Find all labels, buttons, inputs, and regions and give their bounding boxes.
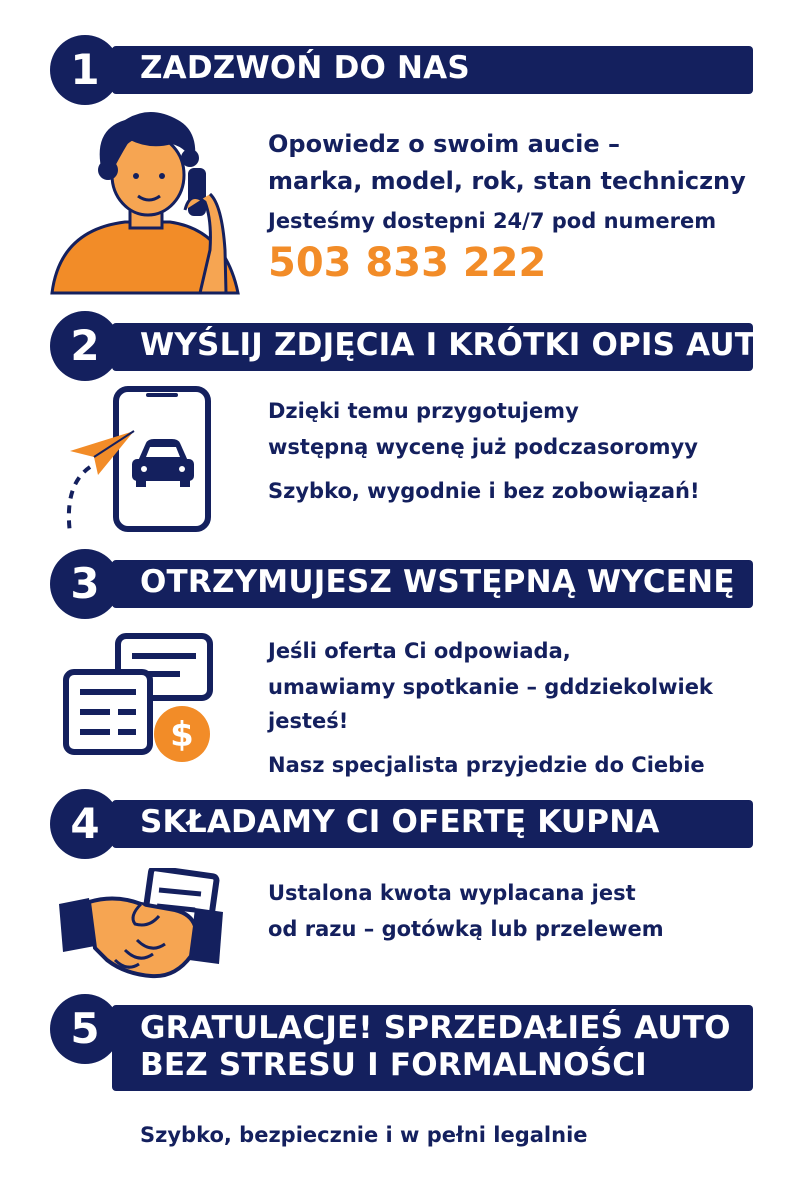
step-4-line-2: od razu – gotówką lub przelewem: [268, 917, 664, 941]
step-3-line-1: Jeśli oferta Ci odpowiada,: [268, 639, 571, 663]
step-1-line-1: Opowiedz o swoim aucie –: [268, 130, 620, 158]
step-3-number: 3: [50, 549, 120, 619]
step-1-title: ZADZWOŃ DO NAS: [140, 50, 470, 86]
phone-number[interactable]: 503 833 222: [268, 240, 547, 286]
step-2-line-2: wstępną wycenę już podczasoromyy: [268, 435, 698, 459]
step-5-title-line-2: BEZ STRESU I FORMALNOŚCI: [140, 1047, 647, 1083]
step-5-title-line-1: GRATULACJE! SPRZEDAŁIEŚ AUTO: [140, 1010, 731, 1046]
step-3-title: OTRZYMUJESZ WSTĘPNĄ WYCENĘ: [140, 564, 735, 600]
step-2-title: WYŚLIJ ZDJĘCIA I KRÓTKI OPIS AUTA: [140, 327, 778, 363]
handshake-document-icon: [55, 868, 230, 988]
step-3-note: Nasz specjalista przyjedzie do Ciebie: [268, 753, 705, 777]
step-3-line-3: jesteś!: [268, 709, 349, 733]
svg-text:$: $: [170, 715, 194, 755]
step-1-note: Jesteśmy dostepni 24/7 pod numerem: [268, 209, 717, 233]
smartphone-car-send-icon: [60, 385, 220, 540]
step-4-number: 4: [50, 789, 120, 859]
step-4-title: SKŁADAMY CI OFERTĘ KUPNA: [140, 804, 660, 840]
step-1-number: 1: [50, 35, 120, 105]
step-2-line-1: Dzięki temu przygotujemy: [268, 399, 579, 423]
step-2-note: Szybko, wygodnie i bez zobowiązań!: [268, 479, 700, 503]
step-2-number: 2: [50, 311, 120, 381]
person-on-phone-icon: [50, 110, 250, 295]
step-1-line-2: marka, model, rok, stan techniczny: [268, 167, 746, 195]
step-3-line-2: umawiamy spotkanie – gddziekolwiek: [268, 675, 713, 699]
step-5-number: 5: [50, 994, 120, 1064]
footer-tagline: Szybko, bezpiecznie i w pełni legalnie: [140, 1123, 588, 1147]
step-4-line-1: Ustalona kwota wyplacana jest: [268, 881, 636, 905]
documents-dollar-icon: [60, 630, 220, 765]
